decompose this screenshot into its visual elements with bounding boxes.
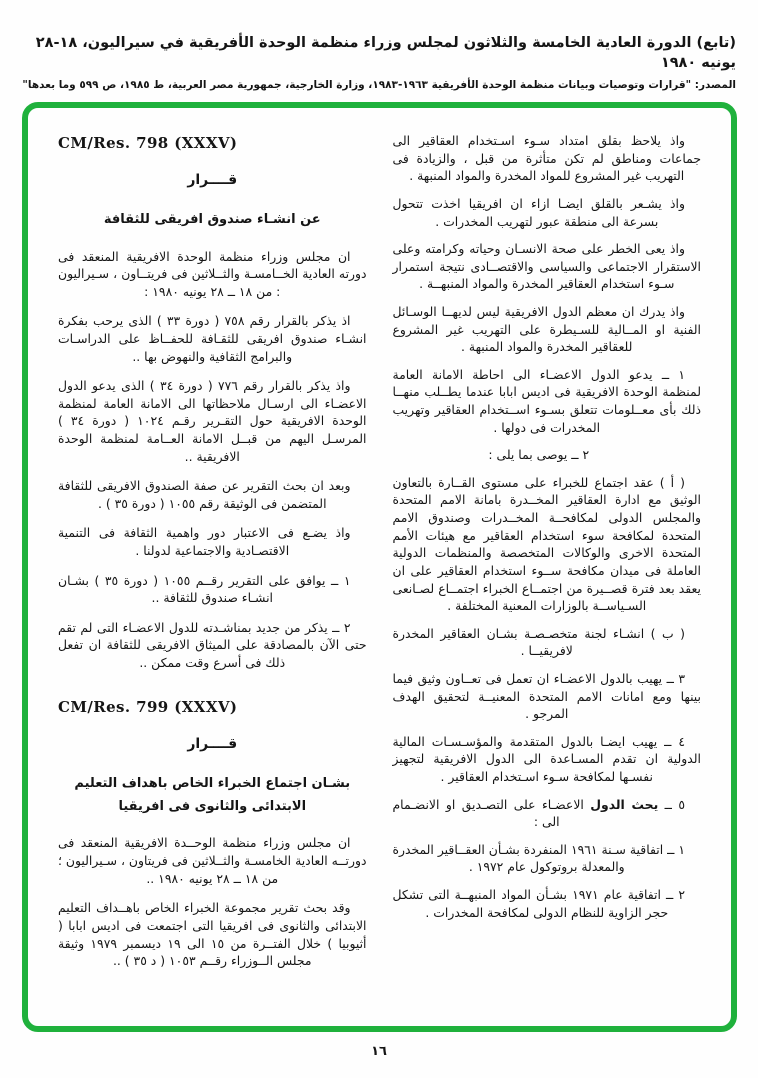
resolution-id-798: CM/Res. 798 (XXXV)	[58, 134, 238, 153]
clause-bold-text: يحث الدول	[590, 796, 659, 812]
paragraph: ان مجلس وزراء منظمة الوحدة الافريقية المنعقد فى دورته العادية الخــامسـة والثــلاثين فى فريتــاون ، سـيراليون : من ١٨ ــ ٢٨ يونيه ١٩٨٠ :	[58, 248, 367, 299]
resolution-799-block	[58, 698, 367, 970]
resolution-id-799: CM/Res. 799 (XXXV)	[58, 697, 238, 716]
paragraph: ان مجلس وزراء منظمة الوحــدة الافريقية المنعقد فى دورتــه العادية الخامسـة والثــلاثين فى فريتاون ، سـيراليون ؛ من ١٨ ــ ٢٨ يونيه ١٩٨٠ ..	[58, 835, 367, 886]
paragraph: واذ يضـع فى الاعتبار دور واهمية الثقافة فى التنمية الاقتصـادية والاجتماعية لدولنا .	[58, 525, 351, 559]
clause-number: ٥ ــ	[658, 796, 685, 812]
subtitle-line-2: الابتدائى والثانوى فى افريقيا	[118, 799, 307, 815]
paragraph-clause-5	[393, 796, 702, 831]
resolution-subtitle	[58, 772, 367, 819]
subtitle-line-1: بشـان اجتماع الخبراء الخاص باهداف التعليم	[74, 775, 351, 791]
column-continued-resolution	[393, 132, 702, 1016]
paragraph-clause-1: ١ ــ يوافق على التقرير رقــم ١٠٥٥ ( دورة ٣٥ ) بشـان انشـاء صندوق للثقافة ..	[58, 572, 351, 606]
page-number: ١٦	[371, 1044, 387, 1060]
paragraph: واذ يعى الخطر على صحة الانسـان وحياته وكرامته وعلى الاستقرار الاجتماعى والسياسى والاقتصــادى نتيجة استمرار سـوء استخدام العقاقير المخدرة والمواد المنبهــة .	[392, 241, 701, 292]
paragraph: واذ يلاحظ بقلق امتداد سـوء اسـتخدام العقاقير الى جماعات ومناطق لم تكن متأثرة من قبل ، والزيادة فى التهريب غير المشروع للمواد المخدرة والمواد المنبهة .	[392, 133, 701, 184]
paragraph-convention-1961: ١ ــ اتفاقية سـنة ١٩٦١ المنفردة بشـأن العقــاقير المخدرة والمعدلة بروتوكول عام ١٩٧٢ .	[392, 841, 685, 875]
resolution-title: قــــرار	[187, 735, 238, 752]
resolution-subtitle: عن انشـاء صندوق افريقى للثقافة	[103, 212, 321, 228]
paragraph: اذ يذكر بالقرار رقم ٧٥٨ ( دورة ٣٣ ) الذى يرحب بفكرة انشـاء صندوق افريقى للثقـافة للحفــاظ على الدراسـات والبرامج الثقافية والنهوض بها ..	[58, 313, 367, 364]
paragraph: واذ يدرك ان معظم الدول الافريقية ليس لديهــا الوسـائل الفنية او المــالية للسـيطرة على التهريب غير المشروع للعقاقير المخدرة والمواد المنبهة .	[392, 304, 701, 355]
paragraph-convention-1971: ٢ ــ اتفاقية عام ١٩٧١ بشـأن المواد المنبهــة التى تشكل حجر الزاوية للنظام الدولى لمكافحة المخدرات .	[392, 887, 685, 920]
paragraph-clause-2a: ( أ ) عقد اجتماع للخبراء على مستوى القــارة بالتعاون الوثيق مع ادارة العقاقير المخــدرة بامانة الامم المتحدة والمجلس الدولى لمكافحــة المخــدرات وصندوق الامم المتحدة لمكافحة سوء استخدام العقاقير مع هيئات الأمم المتحدة الاخرى والوكالات المتخصصة والمنظمات الدولية العاملة فى ميدان مكافحة ســوء استخدام العقاقير على ان يعقد بعد فترة قصــيرة من اجتمــاع الخبراء اجتمــاع لصـانعى السـياســة بالوزارات المعنية المختلفة .	[392, 474, 701, 614]
paragraph-clause-2: ٢ ــ يذكر من جديد بمناشـدته للدول الاعضـاء التى لم تقم حتى الآن بالمصادقة على الميثاق الافريقى للثقافة ان تفعل ذلك فى أسرع وقت ممكن ..	[58, 619, 367, 671]
paragraph: واذ يذكر بالقرار رقم ٧٧٦ ( دورة ٣٤ ) الذى يدعو الدول الاعضـاء الى ارسـال ملاحظاتها الى الامانة العامة لمنظمة الوحدة الافريقية حول التقـرير رقـم ١٠٢٤ ( دورة ٣٤ ) المرسـل اليهم من قبــل الامانة العــامة لمنظمة الوحدة الافريقية ..	[58, 378, 367, 464]
paragraph-clause-4: ٤ ــ يهيب ايضـا بالدول المتقدمة والمؤسـسـات المالية الدولية ان تقدم المسـاعدة الى الدول الافريقية لتجهيز نفسـها لمكافحة سـوء اسـتخدام العقاقير .	[392, 733, 701, 785]
two-column-layout	[58, 132, 701, 1016]
content-frame	[22, 102, 737, 1032]
column-resolutions-798-799	[58, 132, 367, 1016]
paragraph: وبعد ان بحث التقرير عن صفة الصندوق الافريقى للثقافة المتضمن فى الوثيقة رقم ١٠٥٥ ( دورة ٣٥ ) .	[58, 478, 351, 511]
paragraph: واذ يشـعر بالقلق ايضـا ازاء ان افريقيا اخذت تتحول بسرعة الى منطقة عبور لتهريب المخدرات .	[392, 195, 685, 229]
paragraph-clause-3: ٣ ــ يهيب بالدول الاعضـاء ان تعمل فى تعــاون وثيق فيما بينها ومع امانات الامم المتحدة المعنيــة لتحقيق الهدف المرجو .	[392, 670, 701, 722]
resolution-title: قــــرار	[187, 172, 238, 189]
session-title: (تابع) الدورة العادية الخامسة والثلاثون لمجلس وزراء منظمة الوحدة الأفريقية في سيراليون، ١٨-٢٨ يونيه ١٩٨٠	[35, 35, 736, 71]
paragraph-clause-1: ١ ــ يدعو الدول الاعضـاء الى احاطة الامانة العامة لمنظمة الوحدة الافريقية فى اديس ابابا عندما يطــلب منهــا ذلك بأى معــلومات تتعلق بسـوء اســتخدام العقاقير وتهريب المخدرات فى دولها .	[392, 366, 701, 435]
clause-rest-text: الاعضـاء على التصـديق او الانضـمام الى :	[392, 796, 591, 830]
paragraph: وقد بحث تقرير مجموعة الخبراء الخاص باهــداف التعليم الابتدائى والثانوى فى افريقيا التى اجتمعت فى اديس ابابا ( أثيوبيا ) خلال الفتــرة من ١٥ الى ١٩ ديسمبر ١٩٧٩ وثيقة مجلس الــوزراء رقــم ١٠٥٣ ( د ٣٥ ) ..	[58, 900, 367, 969]
source-citation: المصدر: "قرارات وتوصيات وبيانات منظمة الوحدة الأفريقية ١٩٦٣-١٩٨٣، وزارة الخارجية، جمهورية مصر العربية، ط ١٩٨٥، ص ٥٩٩ وما بعدها"	[22, 79, 736, 92]
paragraph-clause-2: ٢ ــ يوصى بما يلى :	[488, 447, 590, 463]
page-header	[0, 0, 758, 91]
paragraph-clause-2b: ( ب ) انشـاء لجنة متخصـصـة بشـان العقاقير المخدرة لافريقيــا .	[392, 625, 685, 659]
